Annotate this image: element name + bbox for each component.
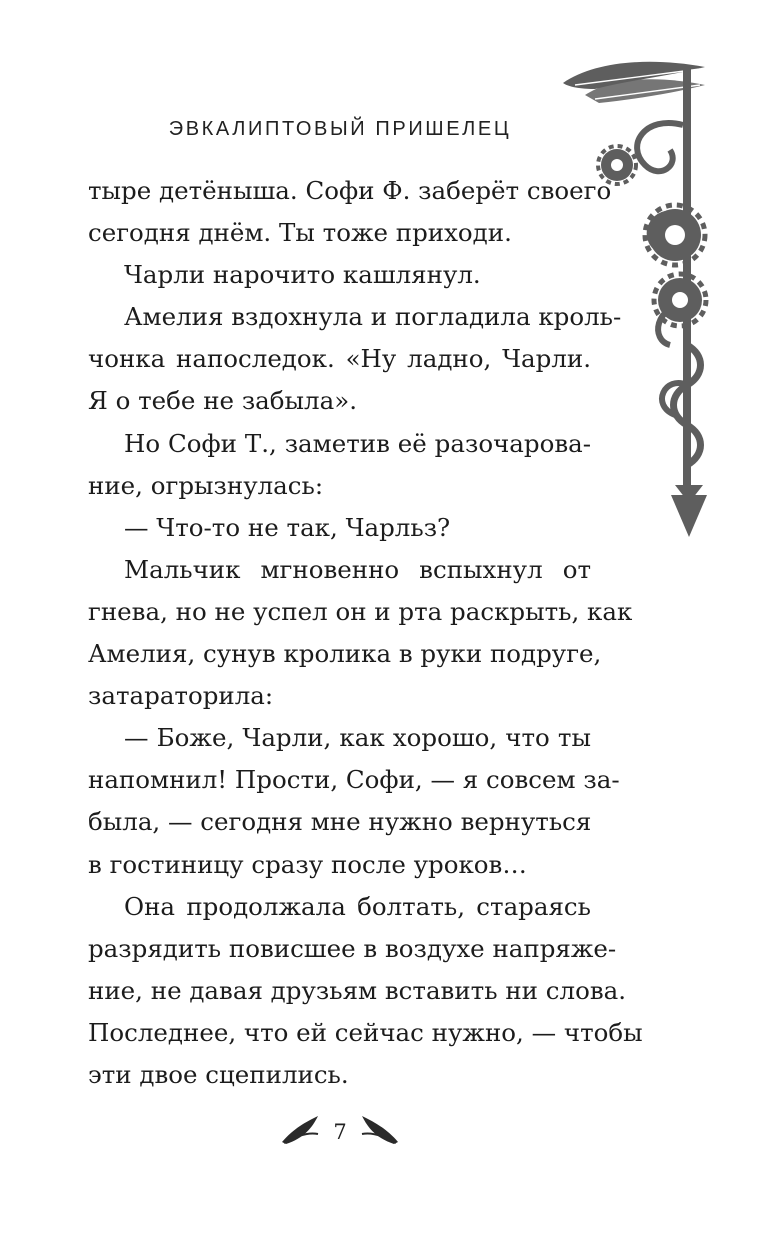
text-line: разрядить повисшее в воздухе напряже- (88, 933, 617, 963)
text-line: Она продолжала болтать, стараясь (124, 891, 591, 921)
text-line: Мальчик мгновенно вспыхнул от (124, 554, 591, 584)
text-line: Последнее, что ей сейчас нужно, — чтобы (88, 1017, 643, 1047)
text-line: тыре детёныша. Софи Ф. заберёт своего (88, 176, 612, 205)
text-line: ние, огрызнулась: (88, 470, 324, 500)
text-line: Чарли нарочито кашлянул. (124, 260, 481, 290)
text-line: была, — сегодня мне нужно вернуться (88, 807, 592, 837)
text-line: Но Софи Т., заметив её разочарова- (124, 428, 591, 458)
text-line: Амелия, сунув кролика в руки подруге, (88, 639, 602, 669)
text-line: напомнил! Прости, Софи, — я совсем за- (88, 765, 620, 795)
text-line: ние, не давая друзьям вставить ни слова. (88, 975, 627, 1005)
text-line: гнева, но не успел он и рта раскрыть, как (88, 596, 633, 626)
right-leaf-ornament-icon (360, 1112, 400, 1146)
text-line: в гостиницу сразу после уроков… (88, 849, 527, 879)
text-line: — Что-то не так, Чарльз? (124, 512, 451, 542)
text-line: затараторила: (88, 681, 274, 711)
text-line: Амелия вздохнула и погладила кроль- (124, 302, 622, 332)
body-text (88, 170, 643, 1096)
text-line: сегодня днём. Ты тоже приходи. (88, 218, 512, 248)
running-header: ЭВКАЛИПТОВЫЙ ПРИШЕЛЕЦ (168, 118, 512, 140)
text-line: чонка напоследок. «Ну ладно, Чарли. (88, 344, 591, 374)
text-line: — Боже, Чарли, как хорошо, что ты (124, 723, 591, 753)
text-line: Я о тебе не забыла». (88, 386, 357, 416)
page-footer (280, 1112, 400, 1152)
page-number: 7 (333, 1120, 347, 1144)
text-line: эти двое сцепились. (88, 1059, 349, 1089)
